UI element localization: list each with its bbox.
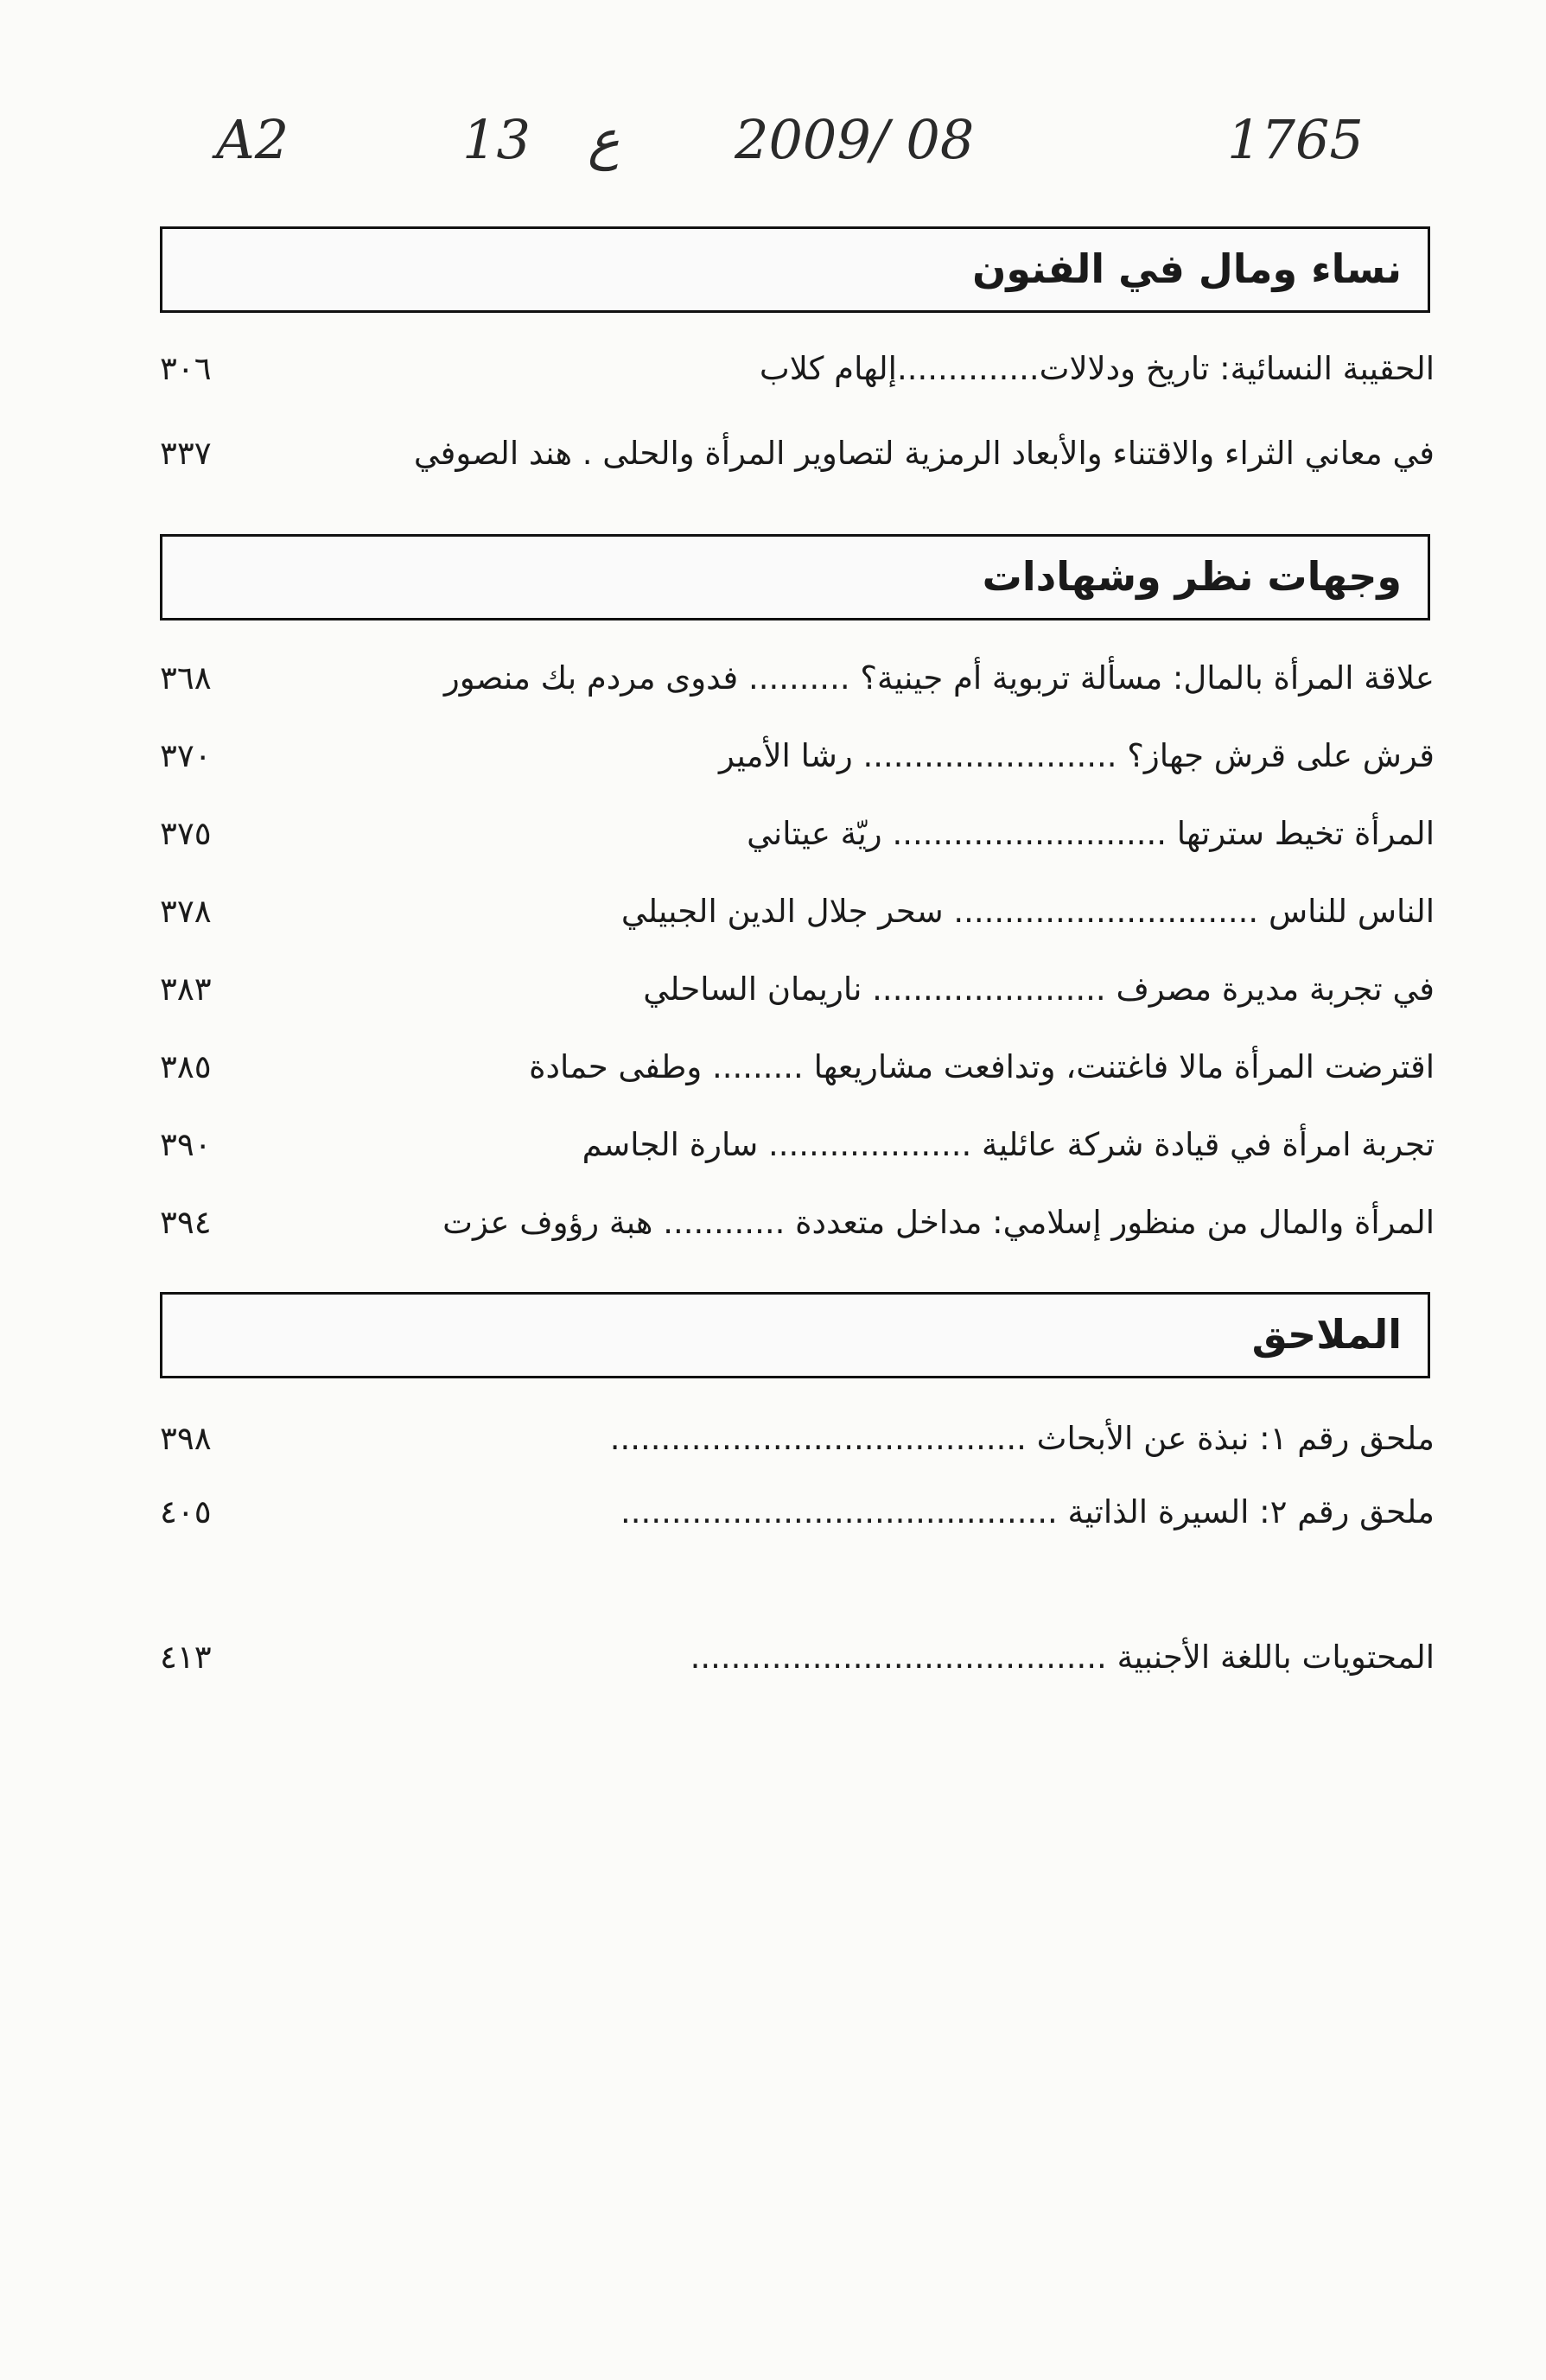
toc-entry[interactable] bbox=[160, 730, 1435, 782]
dot-leader: .............................. bbox=[943, 893, 1269, 930]
dot-leader: .............. bbox=[896, 350, 1040, 387]
dot-leader: ........................... bbox=[881, 815, 1177, 852]
handwritten-code: A2 bbox=[216, 108, 289, 171]
toc-entry[interactable] bbox=[160, 1119, 1435, 1171]
toc-entry[interactable] bbox=[160, 1041, 1435, 1093]
page-number: ٣٩٠ bbox=[160, 1126, 212, 1163]
toc-entry[interactable] bbox=[160, 428, 1435, 480]
entry-title: المرأة تخيط سترتها bbox=[1176, 815, 1435, 852]
dot-leader: ......................................... bbox=[690, 1639, 1117, 1676]
entry-author: هند الصوفي bbox=[413, 435, 572, 472]
entry-author: سحر جلال الدين الجبيلي bbox=[620, 893, 944, 930]
toc-entry[interactable] bbox=[160, 964, 1435, 1015]
toc-entry[interactable] bbox=[160, 652, 1435, 704]
entry-author: فدوى مردم بك منصور bbox=[443, 659, 739, 697]
entry-title: في معاني الثراء والاقتناء والأبعاد الرمزية لتصاوير المرأة والحلى bbox=[602, 435, 1435, 472]
toc-entry-foreign[interactable] bbox=[160, 1632, 1435, 1683]
section-header-appendices bbox=[160, 1292, 1430, 1378]
dot-leader: ......................... bbox=[852, 737, 1128, 774]
entry-author: ريّة عيتاني bbox=[747, 815, 882, 852]
entry-author: رشا الأمير bbox=[719, 737, 853, 774]
entry-author: إلهام كلاب bbox=[759, 350, 897, 387]
page-number: ٤٠٥ bbox=[160, 1493, 212, 1530]
entry-title: ملحق رقم ١: نبذة عن الأبحاث bbox=[1036, 1420, 1435, 1457]
dot-leader: ........................................... bbox=[620, 1493, 1068, 1530]
dot-leader: .......... bbox=[738, 659, 861, 697]
section-title: وجهات نظر وشهادات bbox=[982, 553, 1402, 600]
page-number: ٤١٣ bbox=[160, 1639, 212, 1676]
dot-leader: ....................... bbox=[862, 970, 1117, 1008]
entry-title: الحقيبة النسائية: تاريخ ودلالات bbox=[1039, 350, 1435, 387]
entry-title: قرش على قرش جهاز؟ bbox=[1127, 737, 1435, 774]
page-number: ٣٩٤ bbox=[160, 1204, 212, 1241]
entry-title: المحتويات باللغة الأجنبية bbox=[1117, 1639, 1435, 1676]
toc-entry[interactable] bbox=[160, 808, 1435, 860]
page-number: ٣٧٨ bbox=[160, 893, 212, 930]
page-number: ٣٦٨ bbox=[160, 659, 212, 697]
toc-entry[interactable] bbox=[160, 1413, 1435, 1465]
page-number: ٣٠٦ bbox=[160, 350, 212, 387]
entry-author: هبة رؤوف عزت bbox=[442, 1204, 653, 1241]
entry-title: المرأة والمال من منظور إسلامي: مداخل متعددة bbox=[795, 1204, 1435, 1241]
dot-leader: ............ bbox=[652, 1204, 796, 1241]
entry-author: وطفى حمادة bbox=[529, 1048, 703, 1085]
page-number: ٣٨٥ bbox=[160, 1048, 212, 1085]
handwritten-serial: 1765 bbox=[1227, 108, 1364, 171]
entry-title: اقترضت المرأة مالا فاغتنت، وتدافعت مشاريعها bbox=[813, 1048, 1435, 1085]
toc-entry[interactable] bbox=[160, 343, 1435, 395]
section-title: الملاحق bbox=[1251, 1311, 1402, 1358]
section-header-arts bbox=[160, 226, 1430, 313]
page-number: ٣٨٣ bbox=[160, 970, 212, 1008]
entry-title: الناس للناس bbox=[1268, 893, 1435, 930]
section-title: نساء ومال في الفنون bbox=[972, 245, 1402, 292]
entry-title: علاقة المرأة بالمال: مسألة تربوية أم جينية؟ bbox=[860, 659, 1435, 697]
section-header-viewpoints bbox=[160, 534, 1430, 620]
entry-title: ملحق رقم ٢: السيرة الذاتية bbox=[1067, 1493, 1435, 1530]
dot-leader: .................... bbox=[758, 1126, 982, 1163]
page-number: ٣٩٨ bbox=[160, 1420, 212, 1457]
handwritten-letter: ع bbox=[588, 108, 620, 171]
handwritten-date: 2009/ 08 bbox=[735, 108, 975, 171]
page-number: ٣٧٠ bbox=[160, 737, 212, 774]
entry-title: في تجربة مديرة مصرف bbox=[1116, 970, 1435, 1008]
handwritten-number: 13 bbox=[462, 108, 531, 171]
page-number: ٣٧٥ bbox=[160, 815, 212, 852]
entry-author: سارة الجاسم bbox=[582, 1126, 759, 1163]
toc-entry[interactable] bbox=[160, 886, 1435, 938]
page-number: ٣٣٧ bbox=[160, 435, 212, 472]
entry-author: ناريمان الساحلي bbox=[643, 970, 862, 1008]
entry-title: تجربة امرأة في قيادة شركة عائلية bbox=[982, 1126, 1435, 1163]
dot-leader: ......... bbox=[702, 1048, 814, 1085]
toc-entry[interactable] bbox=[160, 1486, 1435, 1538]
dot-leader: ......................................... bbox=[609, 1420, 1037, 1457]
dot-leader: . bbox=[571, 435, 603, 472]
toc-entry[interactable] bbox=[160, 1197, 1435, 1249]
